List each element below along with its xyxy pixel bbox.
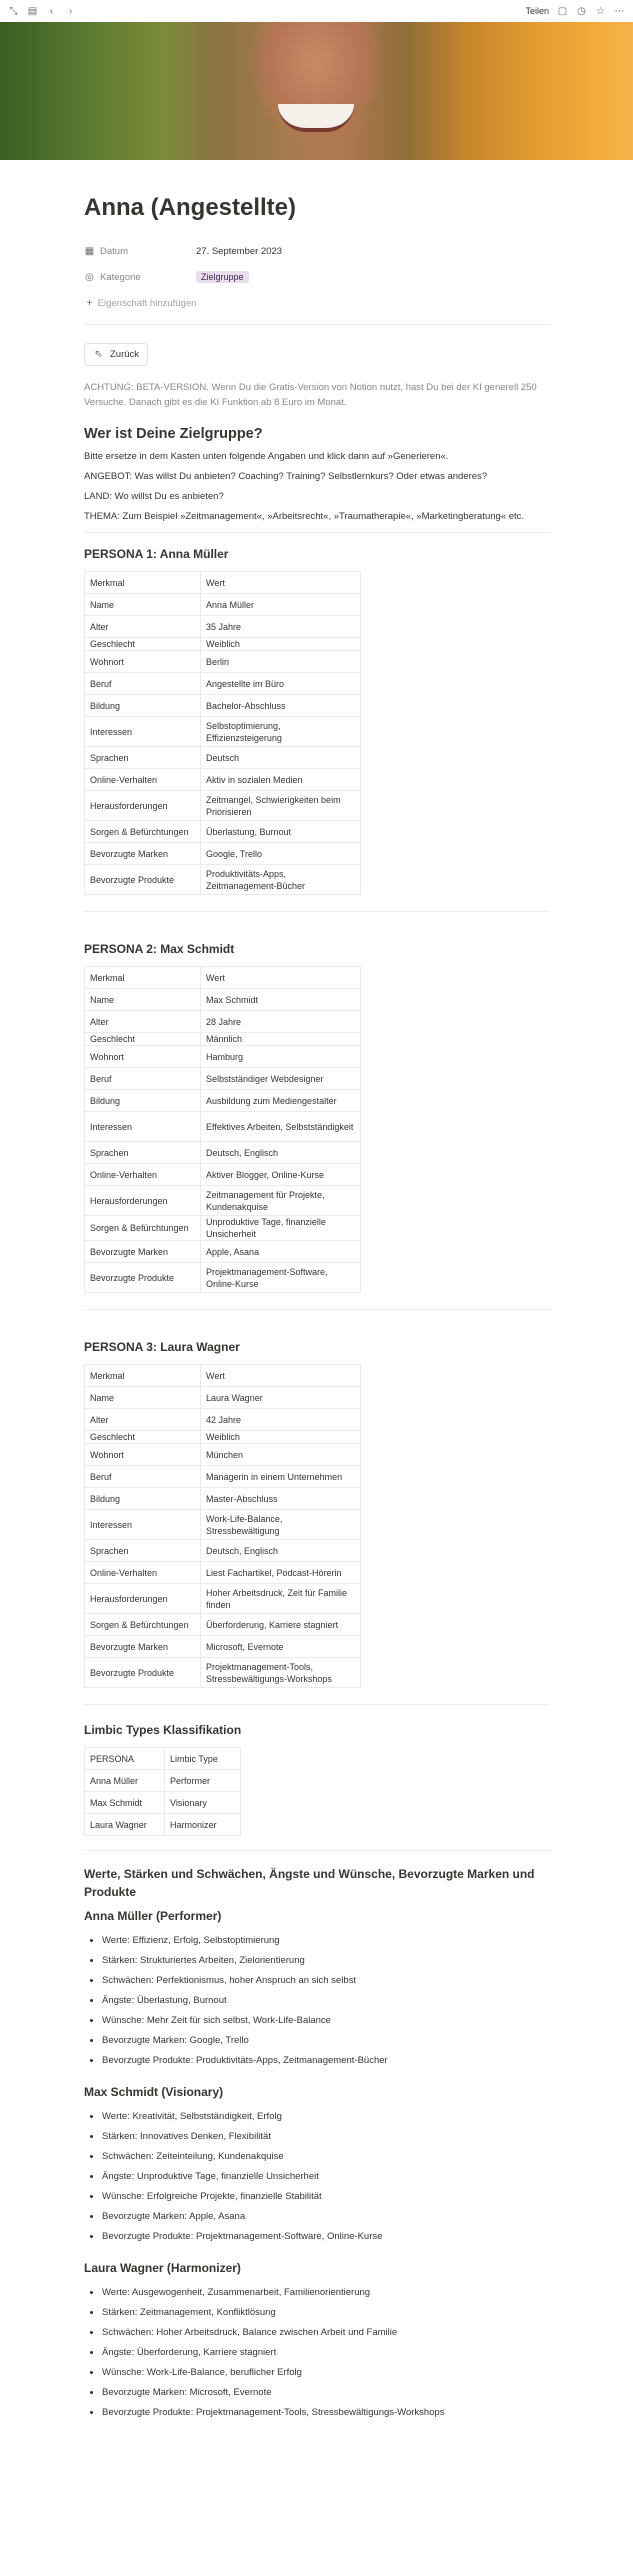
table-row [85, 843, 361, 865]
table-cell-key: Bevorzugte Marken [85, 1636, 201, 1658]
table-cell: Harmonizer [165, 1814, 241, 1836]
table-cell-key: Sorgen & Befürchtungen [85, 1614, 201, 1636]
list-item: • Wünsche: Work-Life-Balance, beruflicher Erfolg [102, 2363, 550, 2383]
table-cell-value: Wert [201, 967, 361, 989]
table-cell-key: Bevorzugte Produkte [85, 1263, 201, 1293]
table-cell-key: Beruf [85, 1068, 201, 1090]
persona-heading: PERSONA 3: Laura Wagner [84, 1340, 240, 1354]
table-cell-value: Überforderung, Karriere stagniert [201, 1614, 361, 1636]
table-row [85, 1658, 361, 1688]
table-cell-value: Überlastung, Burnout [201, 821, 361, 843]
persona-heading: PERSONA 1: Anna Müller [84, 547, 229, 561]
table-cell-value: Weiblich [201, 1431, 361, 1444]
table-cell-value: Effektives Arbeiten, Selbstständigkeit [201, 1112, 361, 1142]
list-item: • Werte: Effizienz, Erfolg, Selbstoptimierung [102, 1931, 550, 1951]
intro-heading: Wer ist Deine Zielgruppe? [84, 426, 263, 442]
value-group-heading: Max Schmidt (Visionary) [84, 2085, 224, 2099]
table-row [85, 1584, 361, 1614]
table-row [85, 1510, 361, 1540]
divider [84, 911, 550, 912]
table-cell: Anna Müller [85, 1770, 165, 1792]
list-item: • Schwächen: Hoher Arbeitsdruck, Balance zwischen Arbeit und Familie [102, 2323, 550, 2343]
list-item: • Wünsche: Mehr Zeit für sich selbst, Work-Life-Balance [102, 2011, 550, 2031]
back-arrow-icon[interactable]: ‹ [49, 5, 54, 17]
list-item: • Stärken: Innovatives Denken, Flexibilität [102, 2127, 550, 2147]
forward-arrow-icon[interactable]: › [68, 5, 73, 17]
limbic-heading: Limbic Types Klassifikation [84, 1723, 242, 1737]
table-cell-value: München [201, 1444, 361, 1466]
expand-icon[interactable]: ⤡ [9, 5, 18, 17]
table-cell-key: Online-Verhalten [85, 1164, 201, 1186]
table-row [85, 673, 361, 695]
table-cell-value: Liest Fachartikel, Podcast-Hörerin [201, 1562, 361, 1584]
date-label: Datum [100, 245, 128, 257]
category-label: Kategorie [100, 271, 141, 283]
table-row [85, 967, 361, 989]
table-row [85, 1614, 361, 1636]
table-cell-value: Wert [201, 1365, 361, 1387]
limbic-table [84, 1747, 241, 1836]
value-group-heading: Anna Müller (Performer) [84, 1909, 222, 1923]
table-cell-key: Interessen [85, 1112, 201, 1142]
divider [84, 1850, 550, 1851]
table-cell-key: Beruf [85, 673, 201, 695]
table-cell-value: Aktiver Blogger, Online-Kurse [201, 1164, 361, 1186]
table-row [85, 1387, 361, 1409]
table-row [85, 747, 361, 769]
table-row [85, 1186, 361, 1216]
list-item: • Bevorzugte Produkte: Projektmanagement-Software, Online-Kurse [102, 2227, 550, 2247]
table-cell-value: Anna Müller [201, 594, 361, 616]
table-cell-key: Bevorzugte Produkte [85, 1658, 201, 1688]
values-heading: Werte, Stärken und Schwächen, Ängste und Wünsche, Bevorzugte Marken und Produkte [84, 1867, 535, 1899]
table-cell-key: Interessen [85, 717, 201, 747]
table-row [85, 1748, 241, 1770]
table-cell-key: Interessen [85, 1510, 201, 1540]
plus-icon: + [86, 297, 93, 309]
table-cell-value: Google, Trello [201, 843, 361, 865]
table-row [85, 1068, 361, 1090]
table-row [85, 821, 361, 843]
table-cell-value: Deutsch [201, 747, 361, 769]
table-cell-key: Name [85, 989, 201, 1011]
table-cell-value: Projektmanagement-Tools, Stressbewältigungs-Workshops [201, 1658, 361, 1688]
arrow-up-left-icon: ⇖ [94, 349, 103, 360]
table-cell-value: Selbstoptimierung, Effizienzsteigerung [201, 717, 361, 747]
back-button[interactable] [84, 343, 148, 366]
table-cell-value: Master-Abschluss [201, 1488, 361, 1510]
table-cell-value: Angestellte im Büro [201, 673, 361, 695]
table-cell-key: Geschlecht [85, 638, 201, 651]
table-row [85, 695, 361, 717]
back-label: Zurück [110, 349, 140, 360]
table-cell-key: Bildung [85, 695, 201, 717]
cover-smile [278, 104, 354, 132]
more-icon[interactable]: ⋯ [614, 5, 625, 17]
table-cell-value: Zeitmanagement für Projekte, Kundenakquise [201, 1186, 361, 1216]
table-row [85, 1033, 361, 1046]
table-cell-value: Männlich [201, 1033, 361, 1046]
table-cell-key: Name [85, 594, 201, 616]
list-item: • Schwächen: Perfektionismus, hoher Anspruch an sich selbst [102, 1971, 550, 1991]
table-cell-value: Aktiv in sozialen Medien [201, 769, 361, 791]
table-row [85, 1488, 361, 1510]
table-row [85, 651, 361, 673]
table-cell-key: Online-Verhalten [85, 769, 201, 791]
table-cell-value: Laura Wagner [201, 1387, 361, 1409]
table-cell: Limbic Type [165, 1748, 241, 1770]
page-title[interactable]: Anna (Angestellte) [84, 194, 297, 221]
table-row [85, 1241, 361, 1263]
table-cell: Visionary [165, 1792, 241, 1814]
table-cell-value: Unproduktive Tage, finanzielle Unsicherheit [201, 1216, 361, 1241]
divider [84, 532, 550, 533]
property-date[interactable] [84, 238, 550, 264]
table-cell: Max Schmidt [85, 1792, 165, 1814]
table-cell-value: Bachelor-Abschluss [201, 695, 361, 717]
intro-p3: LAND: Wo willst Du es anbieten? [84, 491, 224, 502]
table-row [85, 1444, 361, 1466]
table-cell-value: Work-Life-Balance, Stressbewältigung [201, 1510, 361, 1540]
table-cell-value: Weiblich [201, 638, 361, 651]
table-row [85, 769, 361, 791]
table-cell: Laura Wagner [85, 1814, 165, 1836]
share-button[interactable]: Teilen [525, 6, 549, 16]
table-row [85, 1562, 361, 1584]
persona-table [84, 1364, 361, 1688]
list-item: • Stärken: Strukturiertes Arbeiten, Zielorientierung [102, 1951, 550, 1971]
table-cell-value: Projektmanagement-Software, Online-Kurse [201, 1263, 361, 1293]
table-cell-key: Bevorzugte Marken [85, 843, 201, 865]
table-cell-value: Deutsch, Englisch [201, 1540, 361, 1562]
table-cell-key: Alter [85, 1409, 201, 1431]
beta-note: ACHTUNG: BETA-VERSION. Wenn Du die Gratis-Version von Notion nutzt, hast Du bei der KI generell 250 Versuche. Danach gibt es die KI Funktion ab 8 Euro im Monat. [84, 382, 537, 408]
table-row [85, 1770, 241, 1792]
table-cell-key: Bevorzugte Produkte [85, 865, 201, 895]
table-cell-value: 42 Jahre [201, 1409, 361, 1431]
table-row [85, 1142, 361, 1164]
table-cell-value: Max Schmidt [201, 989, 361, 1011]
table-row [85, 1263, 361, 1293]
list-item: • Werte: Kreativität, Selbstständigkeit, Erfolg [102, 2107, 550, 2127]
table-cell-key: Sprachen [85, 747, 201, 769]
table-row [85, 1046, 361, 1068]
table-cell-key: Beruf [85, 1466, 201, 1488]
table-cell-value: 28 Jahre [201, 1011, 361, 1033]
table-row [85, 594, 361, 616]
table-cell: PERSONA [85, 1748, 165, 1770]
divider [84, 1309, 550, 1310]
list-item: • Schwächen: Zeiteinteilung, Kundenakquise [102, 2147, 550, 2167]
table-cell-value: Deutsch, Englisch [201, 1142, 361, 1164]
table-cell-key: Alter [85, 1011, 201, 1033]
table-cell-key: Herausforderungen [85, 1186, 201, 1216]
persona-table [84, 966, 361, 1293]
list-item: • Bevorzugte Marken: Apple, Asana [102, 2207, 550, 2227]
table-cell-key: Merkmal [85, 572, 201, 594]
date-value[interactable]: 27. September 2023 [196, 245, 283, 257]
list-item: • Bevorzugte Produkte: Produktivitäts-Apps, Zeitmanagement-Bücher [102, 2051, 550, 2071]
property-category[interactable] [84, 264, 550, 290]
list-item: • Ängste: Unproduktive Tage, finanzielle Unsicherheit [102, 2167, 550, 2187]
table-cell-key: Wohnort [85, 1444, 201, 1466]
list-item: • Stärken: Zeitmanagement, Konfliktlösung [102, 2303, 550, 2323]
table-cell-key: Wohnort [85, 1046, 201, 1068]
table-cell-value: Berlin [201, 651, 361, 673]
table-cell-value: Managerin in einem Unternehmen [201, 1466, 361, 1488]
top-bar [0, 0, 633, 22]
table-row [85, 1090, 361, 1112]
table-cell-key: Online-Verhalten [85, 1562, 201, 1584]
table-cell-key: Geschlecht [85, 1033, 201, 1046]
table-row [85, 1216, 361, 1241]
list-item: • Bevorzugte Marken: Microsoft, Evernote [102, 2383, 550, 2403]
table-cell-key: Bildung [85, 1090, 201, 1112]
persona-heading: PERSONA 2: Max Schmidt [84, 942, 235, 956]
table-cell-value: Wert [201, 572, 361, 594]
intro-p4: THEMA: Zum Beispiel »Zeitmanagement«, »Arbeitsrecht«, »Traumatherapie«, »Marketingberatung« etc. [84, 511, 525, 522]
value-group-heading: Laura Wagner (Harmonizer) [84, 2261, 241, 2275]
table-cell-key: Geschlecht [85, 1431, 201, 1444]
intro-p1: Bitte ersetze in dem Kasten unten folgende Angaben und klick dann auf »Generieren«. [84, 451, 449, 462]
table-row [85, 1365, 361, 1387]
bullet-list [84, 2107, 550, 2247]
properties [84, 238, 550, 316]
list-item: • Werte: Ausgewogenheit, Zusammenarbeit, Familienorientierung [102, 2283, 550, 2303]
list-item: • Ängste: Überlastung, Burnout [102, 1991, 550, 2011]
table-cell-value: Apple, Asana [201, 1241, 361, 1263]
table-cell: Performer [165, 1770, 241, 1792]
table-cell-key: Merkmal [85, 1365, 201, 1387]
table-cell-key: Sprachen [85, 1142, 201, 1164]
select-icon: ◎ [85, 271, 94, 283]
table-row [85, 616, 361, 638]
star-icon[interactable]: ☆ [596, 5, 605, 17]
table-cell-key: Sorgen & Befürchtungen [85, 1216, 201, 1241]
table-cell-key: Wohnort [85, 651, 201, 673]
table-cell-value: Microsoft, Evernote [201, 1636, 361, 1658]
table-cell-key: Alter [85, 616, 201, 638]
table-cell-value: 35 Jahre [201, 616, 361, 638]
bullet-list [84, 2283, 550, 2423]
category-tag[interactable]: Zielgruppe [196, 271, 249, 283]
persona-table [84, 571, 361, 895]
table-row [85, 1431, 361, 1444]
table-cell-key: Sorgen & Befürchtungen [85, 821, 201, 843]
table-row [85, 1164, 361, 1186]
table-row [85, 572, 361, 594]
divider [84, 1704, 550, 1705]
table-cell-value: Hoher Arbeitsdruck, Zeit für Familie finden [201, 1584, 361, 1614]
table-cell-key: Herausforderungen [85, 1584, 201, 1614]
list-item: • Wünsche: Erfolgreiche Projekte, finanzielle Stabilität [102, 2187, 550, 2207]
list-item: • Bevorzugte Produkte: Projektmanagement-Tools, Stressbewältigungs-Workshops [102, 2403, 550, 2423]
table-row [85, 1466, 361, 1488]
values-groups [84, 1907, 550, 2423]
table-cell-value: Zeitmangel, Schwierigkeiten beim Priorisieren [201, 791, 361, 821]
table-cell-key: Name [85, 1387, 201, 1409]
table-row [85, 1112, 361, 1142]
table-row [85, 989, 361, 1011]
table-cell-key: Sprachen [85, 1540, 201, 1562]
intro-p2: ANGEBOT: Was willst Du anbieten? Coaching? Training? Selbstlernkurs? Oder etwas anderes? [84, 471, 488, 482]
comment-icon[interactable]: ▢ [557, 5, 568, 17]
table-row [85, 1011, 361, 1033]
table-row [85, 1409, 361, 1431]
table-cell-key: Bildung [85, 1488, 201, 1510]
add-property-button[interactable] [84, 290, 550, 316]
list-item: • Ängste: Überforderung, Karriere stagniert [102, 2343, 550, 2363]
table-row [85, 717, 361, 747]
personas-section [84, 545, 550, 1705]
table-cell-key: Merkmal [85, 967, 201, 989]
table-row [85, 1636, 361, 1658]
table-cell-value: Hamburg [201, 1046, 361, 1068]
table-cell-value: Selbstständiger Webdesigner [201, 1068, 361, 1090]
add-property-label: Eigenschaft hinzufügen [97, 297, 197, 309]
list-item: • Bevorzugte Marken: Google, Trello [102, 2031, 550, 2051]
table-cell-key: Herausforderungen [85, 791, 201, 821]
table-cell-key: Bevorzugte Marken [85, 1241, 201, 1263]
table-row [85, 1814, 241, 1836]
clock-icon[interactable]: ◷ [577, 5, 586, 17]
table-row [85, 638, 361, 651]
table-cell-value: Ausbildung zum Mediengestalter [201, 1090, 361, 1112]
table-row [85, 1540, 361, 1562]
page-content [84, 160, 550, 2423]
cover-image [0, 22, 633, 160]
table-row [85, 1792, 241, 1814]
bullet-list [84, 1931, 550, 2071]
calendar-icon: ▦ [84, 245, 95, 257]
table-cell-value: Produktivitäts-Apps, Zeitmanagement-Bücher [201, 865, 361, 895]
table-row [85, 791, 361, 821]
table-row [85, 865, 361, 895]
divider [84, 324, 550, 325]
sidebar-icon[interactable]: ▤ [27, 5, 38, 17]
